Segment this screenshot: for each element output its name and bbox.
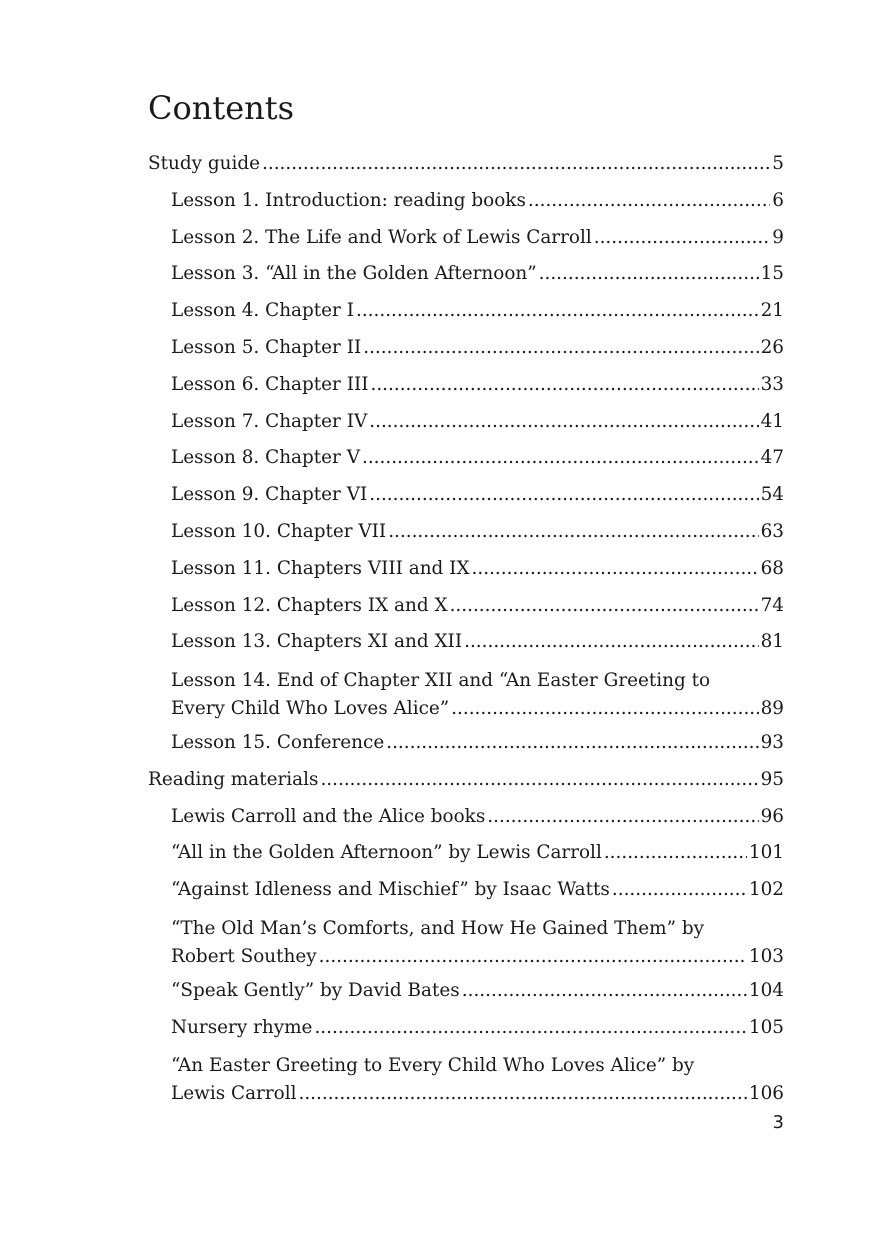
toc-entry-lesson[interactable] xyxy=(148,477,784,514)
toc-entry-southey[interactable] xyxy=(148,915,784,973)
toc-entry-label-line2: Robert Southey xyxy=(171,945,317,967)
toc-entry-page: 54 xyxy=(760,484,784,506)
toc-entry-label: Lesson 3. “All in the Golden Afternoon” xyxy=(171,263,537,285)
toc-entry-label: Lesson 12. Chapters IX and X xyxy=(171,594,448,616)
leader-dots xyxy=(450,588,759,625)
toc-entry-label: Reading materials xyxy=(148,768,319,790)
toc-entry-page: 81 xyxy=(760,631,784,653)
toc-entry-label: “Against Idleness and Mischief” by Isaac Watts xyxy=(171,879,610,901)
toc-entry-reading-materials[interactable] xyxy=(148,762,784,799)
toc-entry-label: Study guide xyxy=(148,153,260,174)
toc-entry-reading[interactable] xyxy=(148,835,784,872)
toc-entry-easter-greeting[interactable] xyxy=(148,1052,784,1110)
leader-dots xyxy=(386,725,758,762)
leader-dots xyxy=(462,973,747,1010)
toc-entry-page: 47 xyxy=(760,447,784,469)
toc-entry-page: 89 xyxy=(760,698,784,720)
toc-entry-reading[interactable] xyxy=(148,1010,784,1047)
toc-entry-line2 xyxy=(171,694,784,725)
leader-dots xyxy=(528,183,770,220)
toc-entry-lesson[interactable] xyxy=(148,514,784,551)
leader-dots xyxy=(262,146,770,183)
toc-entry-study-guide[interactable] xyxy=(148,146,784,183)
toc-entry-label: Lesson 13. Chapters XI and XII xyxy=(171,631,463,653)
toc-entry-label: Lesson 2. The Life and Work of Lewis Carroll xyxy=(171,226,592,248)
leader-dots xyxy=(370,367,758,404)
toc-entry-page: 68 xyxy=(760,557,784,579)
contents-page xyxy=(148,86,784,1110)
toc-entry-page: 21 xyxy=(760,300,784,322)
toc-entry-page: 6 xyxy=(772,189,784,211)
toc-entry-reading[interactable] xyxy=(148,973,784,1010)
toc-entry-lesson[interactable] xyxy=(148,404,784,441)
toc-entry-label-line2: Lewis Carroll xyxy=(171,1083,297,1105)
toc-entry-label: Lesson 15. Conference xyxy=(171,731,385,753)
toc-entry-page: 93 xyxy=(760,731,784,753)
toc-entry-reading[interactable] xyxy=(148,799,784,836)
toc-entry-lesson[interactable] xyxy=(148,367,784,404)
toc-entry-label: Lesson 10. Chapter VII xyxy=(171,520,387,542)
toc-entry-label: “Speak Gently” by David Bates xyxy=(171,979,460,1001)
toc-entry-lesson-15[interactable] xyxy=(148,725,784,762)
toc-entry-page: 74 xyxy=(760,594,784,616)
leader-dots xyxy=(487,799,758,836)
toc-entry-label: Lesson 8. Chapter V xyxy=(171,447,360,469)
toc-entry-page: 103 xyxy=(748,945,784,967)
toc-entry-page: 5 xyxy=(772,153,784,174)
toc-entry-page: 104 xyxy=(748,979,784,1001)
leader-dots xyxy=(320,762,758,799)
toc-entry-label-line2: Every Child Who Loves Alice” xyxy=(171,698,450,720)
toc-entry-label: Nursery rhyme xyxy=(171,1016,313,1038)
leader-dots xyxy=(388,514,758,551)
toc-entry-lesson[interactable] xyxy=(148,220,784,257)
leader-dots xyxy=(319,942,747,973)
table-of-contents xyxy=(148,146,784,1110)
toc-entry-label: Lesson 1. Introduction: reading books xyxy=(171,189,526,211)
leader-dots xyxy=(362,440,759,477)
toc-entry-page: 15 xyxy=(760,263,784,285)
toc-entry-page: 102 xyxy=(748,879,784,901)
leader-dots xyxy=(451,694,758,725)
toc-entry-page: 95 xyxy=(760,768,784,790)
page-title: Contents xyxy=(148,89,295,127)
toc-entry-page: 96 xyxy=(760,805,784,827)
toc-entry-label: Lesson 11. Chapters VIII and IX xyxy=(171,557,470,579)
toc-entry-lesson[interactable] xyxy=(148,256,784,293)
toc-entry-page: 105 xyxy=(748,1016,784,1038)
leader-dots xyxy=(472,551,759,588)
toc-entry-label: Lesson 7. Chapter IV xyxy=(171,410,368,432)
toc-entry-label: Lesson 9. Chapter VI xyxy=(171,484,368,506)
toc-entry-page: 101 xyxy=(748,842,784,864)
toc-entry-page: 9 xyxy=(772,226,784,248)
toc-entry-label: Lewis Carroll and the Alice books xyxy=(171,805,486,827)
toc-entry-lesson-14[interactable] xyxy=(148,667,784,725)
toc-entry-label: Lesson 6. Chapter III xyxy=(171,373,369,395)
toc-entry-label-line1: “An Easter Greeting to Every Child Who Loves Alice” by xyxy=(171,1055,695,1077)
toc-entry-page: 33 xyxy=(760,373,784,395)
toc-entry-label: “All in the Golden Afternoon” by Lewis Carroll xyxy=(171,842,602,864)
toc-entry-lesson[interactable] xyxy=(148,624,784,661)
toc-entry-reading[interactable] xyxy=(148,872,784,909)
toc-entry-lesson[interactable] xyxy=(148,551,784,588)
leader-dots xyxy=(363,330,758,367)
toc-entry-label-line1: “The Old Man’s Comforts, and How He Gained Them” by xyxy=(171,917,704,939)
page-number: 3 xyxy=(772,1112,784,1133)
toc-entry-lesson[interactable] xyxy=(148,183,784,220)
toc-entry-lesson[interactable] xyxy=(148,440,784,477)
leader-dots xyxy=(369,477,758,514)
leader-dots xyxy=(612,872,747,909)
leader-dots xyxy=(314,1010,746,1047)
toc-entry-label: Lesson 5. Chapter II xyxy=(171,336,362,358)
leader-dots xyxy=(369,404,758,441)
toc-entry-label: Lesson 4. Chapter I xyxy=(171,300,354,322)
toc-entry-page: 26 xyxy=(760,336,784,358)
toc-entry-line2 xyxy=(171,1079,784,1110)
toc-entry-page: 63 xyxy=(760,520,784,542)
toc-entry-lesson[interactable] xyxy=(148,330,784,367)
toc-entry-line2 xyxy=(171,942,784,973)
toc-entry-lesson[interactable] xyxy=(148,588,784,625)
leader-dots xyxy=(539,256,759,293)
leader-dots xyxy=(356,293,759,330)
leader-dots xyxy=(594,220,771,257)
toc-entry-page: 106 xyxy=(748,1083,784,1105)
leader-dots xyxy=(464,624,759,661)
toc-entry-label-line1: Lesson 14. End of Chapter XII and “An Easter Greeting to xyxy=(171,670,711,692)
leader-dots xyxy=(604,835,747,872)
toc-entry-page: 41 xyxy=(760,410,784,432)
leader-dots xyxy=(298,1079,746,1110)
toc-entry-lesson[interactable] xyxy=(148,293,784,330)
